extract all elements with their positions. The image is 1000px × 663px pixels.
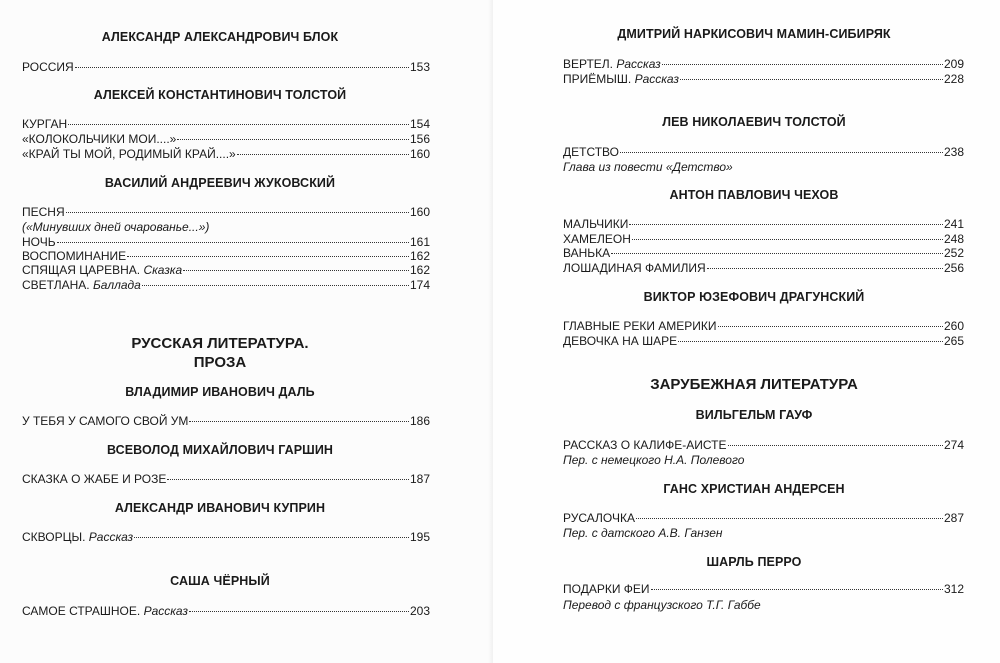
page-number: 228 bbox=[943, 72, 964, 86]
page-number: 241 bbox=[943, 217, 964, 231]
entry-title-text: СКВОРЦЫ. bbox=[22, 530, 86, 544]
page-number: 203 bbox=[409, 604, 430, 618]
entry-title: РАССКАЗ О КАЛИФЕ-АИСТЕ bbox=[563, 438, 727, 452]
entry-title-text: САМОЕ СТРАШНОЕ. bbox=[22, 604, 141, 618]
entry-note: Пер. с немецкого Н.А. Полевого bbox=[563, 453, 745, 467]
toc-entry[interactable] bbox=[563, 145, 964, 160]
left-page bbox=[0, 0, 493, 663]
entry-note: («Минувших дней очарованье...») bbox=[22, 220, 210, 234]
entry-genre: Сказка bbox=[143, 263, 183, 277]
author-heading: ДМИТРИЙ НАРКИСОВИЧ МАМИН-СИБИРЯК bbox=[617, 27, 891, 41]
dot-leader bbox=[177, 139, 409, 140]
dot-leader bbox=[189, 611, 409, 612]
page-number: 187 bbox=[409, 472, 430, 486]
dot-leader bbox=[167, 479, 409, 480]
page-number: 186 bbox=[409, 414, 430, 428]
section-heading: ЗАРУБЕЖНАЯ ЛИТЕРАТУРА bbox=[650, 376, 858, 393]
dot-leader bbox=[75, 67, 409, 68]
author-heading: ГАНС ХРИСТИАН АНДЕРСЕН bbox=[663, 482, 845, 496]
entry-title bbox=[22, 263, 182, 278]
toc-entry[interactable] bbox=[563, 72, 964, 87]
entry-title-text: ВЕРТЕЛ. bbox=[563, 57, 614, 71]
entry-title-text: СВЕТЛАНА. bbox=[22, 278, 90, 292]
toc-entry[interactable] bbox=[563, 438, 964, 453]
dot-leader bbox=[651, 589, 943, 590]
toc-entry[interactable] bbox=[563, 582, 964, 597]
toc-entry[interactable] bbox=[22, 235, 430, 250]
page-number: 248 bbox=[943, 232, 964, 246]
page-number: 265 bbox=[943, 334, 964, 348]
entry-note: Пер. с датского А.В. Ганзен bbox=[563, 526, 723, 540]
page-number: 154 bbox=[409, 117, 430, 131]
toc-entry[interactable] bbox=[22, 604, 430, 619]
page-number: 238 bbox=[943, 145, 964, 159]
page-number: 256 bbox=[943, 261, 964, 275]
dot-leader bbox=[142, 285, 409, 286]
author-heading: АЛЕКСАНДР АЛЕКСАНДРОВИЧ БЛОК bbox=[101, 30, 339, 44]
entry-title: НОЧЬ bbox=[22, 235, 56, 249]
page-number: 287 bbox=[943, 511, 964, 525]
entry-title: «КРАЙ ТЫ МОЙ, РОДИМЫЙ КРАЙ....» bbox=[22, 147, 236, 161]
toc-entry[interactable] bbox=[563, 232, 964, 247]
page-number: 252 bbox=[943, 246, 964, 260]
entry-genre: Рассказ bbox=[634, 72, 679, 86]
toc-entry[interactable] bbox=[22, 132, 430, 147]
toc-entry[interactable] bbox=[22, 147, 430, 162]
entry-title: У ТЕБЯ У САМОГО СВОЙ УМ bbox=[22, 414, 189, 428]
entry-note: Перевод с французского Т.Г. Габбе bbox=[563, 598, 761, 612]
page-number: 195 bbox=[409, 530, 430, 544]
entry-title: «КОЛОКОЛЬЧИКИ МОИ....» bbox=[22, 132, 177, 146]
dot-leader bbox=[636, 518, 943, 519]
dot-leader bbox=[678, 341, 943, 342]
entry-title: ВОСПОМИНАНИЕ bbox=[22, 249, 127, 263]
page-number: 162 bbox=[409, 249, 430, 263]
entry-title-text: ПРИЁМЫШ. bbox=[563, 72, 632, 86]
toc-entry[interactable] bbox=[563, 57, 964, 72]
toc-entry[interactable] bbox=[563, 319, 964, 334]
toc-entry[interactable] bbox=[22, 414, 430, 429]
author-heading: АЛЕКСЕЙ КОНСТАНТИНОВИЧ ТОЛСТОЙ bbox=[93, 88, 347, 102]
entry-title: ДЕТСТВО bbox=[563, 145, 619, 159]
dot-leader bbox=[728, 445, 943, 446]
dot-leader bbox=[662, 64, 943, 65]
entry-title-text: СПЯЩАЯ ЦАРЕВНА. bbox=[22, 263, 141, 277]
dot-leader bbox=[237, 154, 409, 155]
entry-title: РОССИЯ bbox=[22, 60, 74, 74]
author-heading: ВИКТОР ЮЗЕФОВИЧ ДРАГУНСКИЙ bbox=[643, 290, 865, 304]
entry-title bbox=[22, 604, 188, 619]
dot-leader bbox=[127, 256, 409, 257]
dot-leader bbox=[680, 79, 943, 80]
entry-title: КУРГАН bbox=[22, 117, 68, 131]
dot-leader bbox=[718, 326, 943, 327]
author-heading: ВЛАДИМИР ИВАНОВИЧ ДАЛЬ bbox=[125, 385, 315, 399]
dot-leader bbox=[66, 212, 409, 213]
entry-title: МАЛЬЧИКИ bbox=[563, 217, 629, 231]
toc-entry[interactable] bbox=[563, 246, 964, 261]
page-number: 156 bbox=[409, 132, 430, 146]
entry-genre: Рассказ bbox=[616, 57, 661, 71]
page-number: 274 bbox=[943, 438, 964, 452]
author-heading: ВСЕВОЛОД МИХАЙЛОВИЧ ГАРШИН bbox=[106, 443, 334, 457]
entry-title: ВАНЬКА bbox=[563, 246, 611, 260]
toc-entry[interactable] bbox=[22, 205, 430, 220]
toc-entry[interactable] bbox=[22, 472, 430, 487]
author-heading: АЛЕКСАНДР ИВАНОВИЧ КУПРИН bbox=[114, 501, 326, 515]
toc-entry[interactable] bbox=[22, 530, 430, 545]
dot-leader bbox=[189, 421, 409, 422]
author-heading: ВИЛЬГЕЛЬМ ГАУФ bbox=[695, 408, 813, 422]
page-number: 209 bbox=[943, 57, 964, 71]
entry-title bbox=[563, 72, 679, 87]
toc-entry[interactable] bbox=[22, 249, 430, 264]
dot-leader bbox=[629, 224, 943, 225]
toc-entry[interactable] bbox=[563, 217, 964, 232]
author-heading: ШАРЛЬ ПЕРРО bbox=[706, 555, 802, 569]
dot-leader bbox=[57, 242, 409, 243]
entry-note: Глава из повести «Детство» bbox=[563, 160, 733, 174]
toc-entry[interactable] bbox=[563, 261, 964, 276]
author-heading: АНТОН ПАВЛОВИЧ ЧЕХОВ bbox=[669, 188, 839, 202]
entry-title bbox=[563, 57, 661, 72]
entry-title: ПОДАРКИ ФЕИ bbox=[563, 582, 650, 596]
toc-entry[interactable] bbox=[563, 511, 964, 526]
page-number: 161 bbox=[409, 235, 430, 249]
section-heading: РУССКАЯ ЛИТЕРАТУРА. bbox=[131, 335, 309, 352]
toc-entry[interactable] bbox=[22, 278, 430, 293]
entry-title: ДЕВОЧКА НА ШАРЕ bbox=[563, 334, 678, 348]
page-number: 160 bbox=[409, 147, 430, 161]
dot-leader bbox=[707, 268, 943, 269]
dot-leader bbox=[68, 124, 409, 125]
entry-title: ГЛАВНЫЕ РЕКИ АМЕРИКИ bbox=[563, 319, 717, 333]
author-heading: ЛЕВ НИКОЛАЕВИЧ ТОЛСТОЙ bbox=[662, 115, 846, 129]
author-heading: САША ЧЁРНЫЙ bbox=[170, 574, 270, 588]
author-heading: ВАСИЛИЙ АНДРЕЕВИЧ ЖУКОВСКИЙ bbox=[104, 176, 336, 190]
entry-title: ЛОШАДИНАЯ ФАМИЛИЯ bbox=[563, 261, 706, 275]
page-number: 174 bbox=[409, 278, 430, 292]
entry-title bbox=[22, 278, 141, 293]
toc-entry[interactable] bbox=[22, 117, 430, 132]
page-number: 160 bbox=[409, 205, 430, 219]
dot-leader bbox=[611, 253, 943, 254]
entry-title bbox=[22, 530, 133, 545]
page-number: 260 bbox=[943, 319, 964, 333]
page-number: 162 bbox=[409, 263, 430, 277]
entry-title: ХАМЕЛЕОН bbox=[563, 232, 631, 246]
entry-genre: Баллада bbox=[92, 278, 141, 292]
entry-title: СКАЗКА О ЖАБЕ И РОЗЕ bbox=[22, 472, 167, 486]
dot-leader bbox=[632, 239, 943, 240]
toc-entry[interactable] bbox=[22, 60, 430, 75]
toc-entry[interactable] bbox=[563, 334, 964, 349]
entry-title: ПЕСНЯ bbox=[22, 205, 65, 219]
dot-leader bbox=[134, 537, 409, 538]
page-number: 312 bbox=[943, 582, 964, 596]
entry-genre: Рассказ bbox=[88, 530, 134, 544]
right-page bbox=[493, 0, 1000, 663]
entry-genre: Рассказ bbox=[143, 604, 188, 618]
toc-entry[interactable] bbox=[22, 263, 430, 278]
section-heading-line2: ПРОЗА bbox=[193, 354, 247, 371]
dot-leader bbox=[620, 152, 943, 153]
page-number: 153 bbox=[409, 60, 430, 74]
dot-leader bbox=[183, 270, 409, 271]
entry-title: РУСАЛОЧКА bbox=[563, 511, 635, 525]
